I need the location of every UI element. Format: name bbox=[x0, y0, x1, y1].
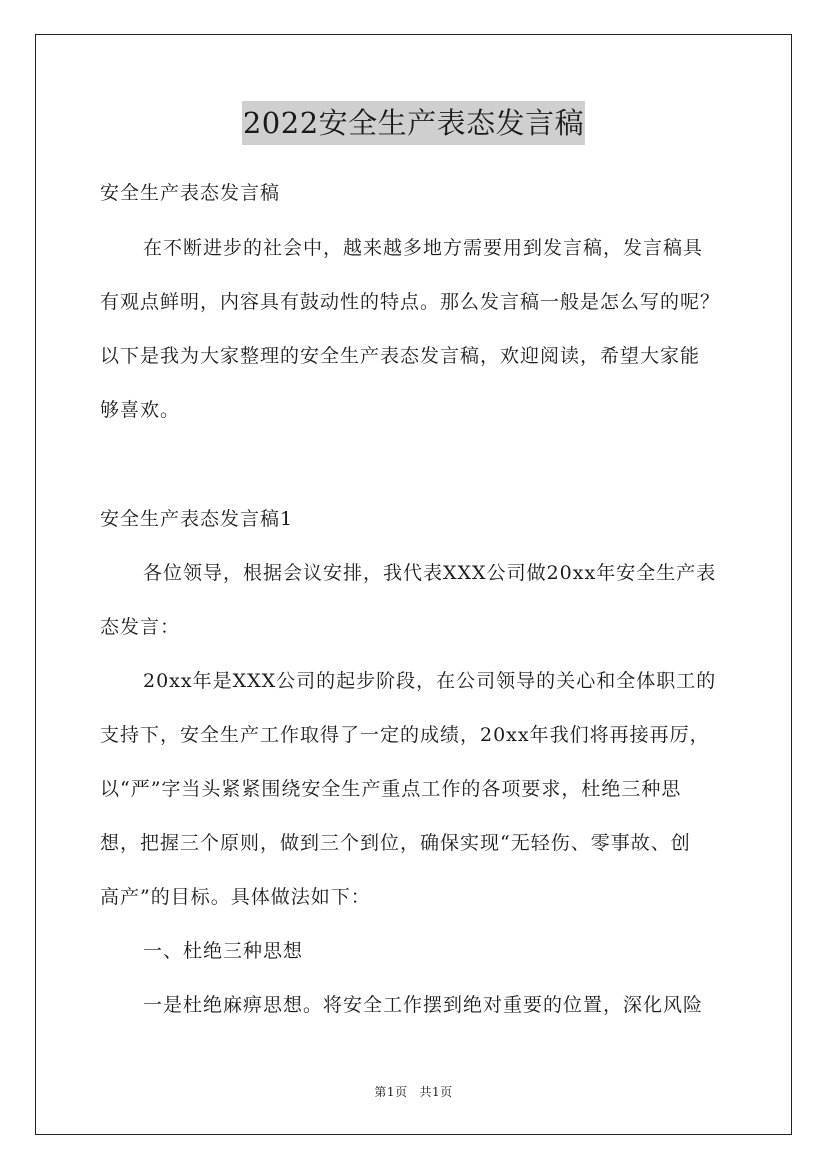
section-heading-1: 安全生产表态发言稿1 bbox=[100, 508, 294, 530]
page-number: 第1页 bbox=[374, 1085, 408, 1099]
para1-line-1: 各位领导，根据会议安排，我代表XXX公司做20xx年安全生产表 bbox=[143, 562, 717, 584]
para2-line-4: 想，把握三个原则，做到三个到位，确保实现“无轻伤、零事故、创 bbox=[100, 832, 691, 854]
para2-line-2: 支持下，安全生产工作取得了一定的成绩，20xx年我们将再接再厉， bbox=[100, 724, 710, 746]
point-heading-1: 一、杜绝三种思想 bbox=[143, 940, 304, 962]
document-title: 2022安全生产表态发言稿 bbox=[242, 101, 585, 145]
intro-line-2: 有观点鲜明，内容具有鼓动性的特点。那么发言稿一般是怎么写的呢？ bbox=[100, 291, 721, 313]
para1-line-2: 态发言： bbox=[100, 616, 181, 638]
intro-line-3: 以下是我为大家整理的安全生产表态发言稿，欢迎阅读，希望大家能 bbox=[100, 345, 701, 367]
para2-line-5: 高产”的目标。具体做法如下： bbox=[100, 886, 371, 908]
intro-line-4: 够喜欢。 bbox=[100, 399, 181, 421]
page-footer bbox=[0, 1084, 827, 1100]
para2-line-3: 以“严”字当头紧紧围绕安全生产重点工作的各项要求，杜绝三种思 bbox=[100, 778, 682, 800]
point1-line-1: 一是杜绝麻痹思想。将安全工作摆到绝对重要的位置，深化风险 bbox=[143, 994, 704, 1016]
document-subtitle: 安全生产表态发言稿 bbox=[100, 182, 281, 204]
para2-line-1: 20xx年是XXX公司的起步阶段，在公司领导的关心和全体职工的 bbox=[143, 670, 717, 692]
intro-line-1: 在不断进步的社会中，越来越多地方需要用到发言稿，发言稿具 bbox=[143, 237, 704, 259]
page-total: 共1页 bbox=[419, 1085, 453, 1099]
title-container bbox=[0, 101, 827, 145]
